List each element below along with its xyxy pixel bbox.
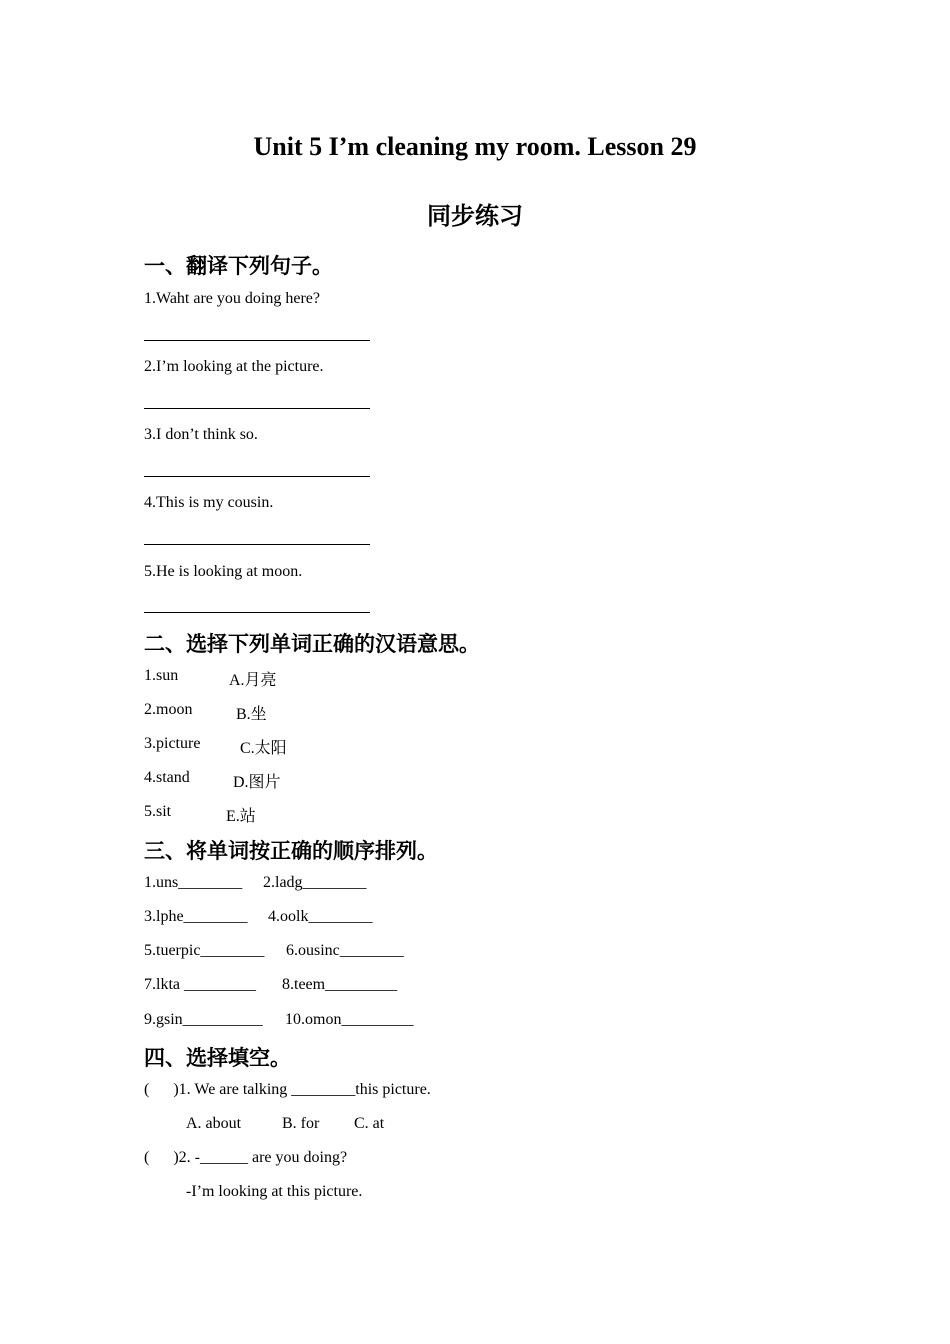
answer-line: [144, 408, 370, 409]
section-heading-fill-in: 四、选择填空。: [144, 1046, 291, 1070]
option-c: C. at: [354, 1115, 385, 1132]
sentence-item: 4.This is my cousin.: [144, 494, 274, 511]
matching-word: 3.picture: [144, 735, 201, 752]
matching-word: 5.sit: [144, 803, 172, 820]
scramble-item: 3.lphe________: [144, 908, 248, 925]
matching-word: 1.sun: [144, 667, 179, 684]
scramble-item: 7.lkta _________: [144, 976, 256, 993]
answer-line: [144, 340, 370, 341]
scramble-item: 10.omon_________: [285, 1011, 414, 1028]
scramble-item: 2.ladg________: [263, 874, 367, 891]
answer-line: [144, 544, 370, 545]
scramble-item: 5.tuerpic________: [144, 942, 265, 959]
scramble-item: 6.ousinc________: [286, 942, 404, 959]
matching-word: 4.stand: [144, 769, 190, 786]
section-heading-unscramble: 三、将单词按正确的顺序排列。: [144, 839, 438, 863]
page-title: Unit 5 I’m cleaning my room. Lesson 29: [253, 132, 697, 161]
sentence-item: 5.He is looking at moon.: [144, 563, 303, 580]
matching-meaning: E.站: [226, 808, 256, 825]
scramble-item: 9.gsin__________: [144, 1011, 263, 1028]
matching-meaning: B.坐: [236, 706, 267, 723]
page-subtitle: 同步练习: [427, 202, 523, 230]
section-heading-translate: 一、翻译下列句子。: [144, 254, 333, 278]
sentence-item: 1.Waht are you doing here?: [144, 290, 320, 307]
question-2: ( )2. -______ are you doing?: [144, 1149, 348, 1166]
matching-meaning: C.太阳: [240, 740, 287, 757]
question-1: ( )1. We are talking ________this picture.: [144, 1081, 431, 1098]
question-2-answer: -I’m looking at this picture.: [186, 1183, 363, 1200]
sentence-item: 2.I’m looking at the picture.: [144, 358, 324, 375]
scramble-item: 1.uns________: [144, 874, 243, 891]
option-a: A. about: [186, 1115, 242, 1132]
matching-word: 2.moon: [144, 701, 193, 718]
answer-line: [144, 612, 370, 613]
scramble-item: 8.teem_________: [282, 976, 398, 993]
sentence-item: 3.I don’t think so.: [144, 426, 258, 443]
answer-line: [144, 476, 370, 477]
section-heading-matching: 二、选择下列单词正确的汉语意思。: [144, 632, 480, 656]
matching-meaning: D.图片: [233, 774, 281, 791]
option-b: B. for: [282, 1115, 320, 1132]
matching-meaning: A.月亮: [229, 672, 277, 689]
scramble-item: 4.oolk________: [268, 908, 373, 925]
